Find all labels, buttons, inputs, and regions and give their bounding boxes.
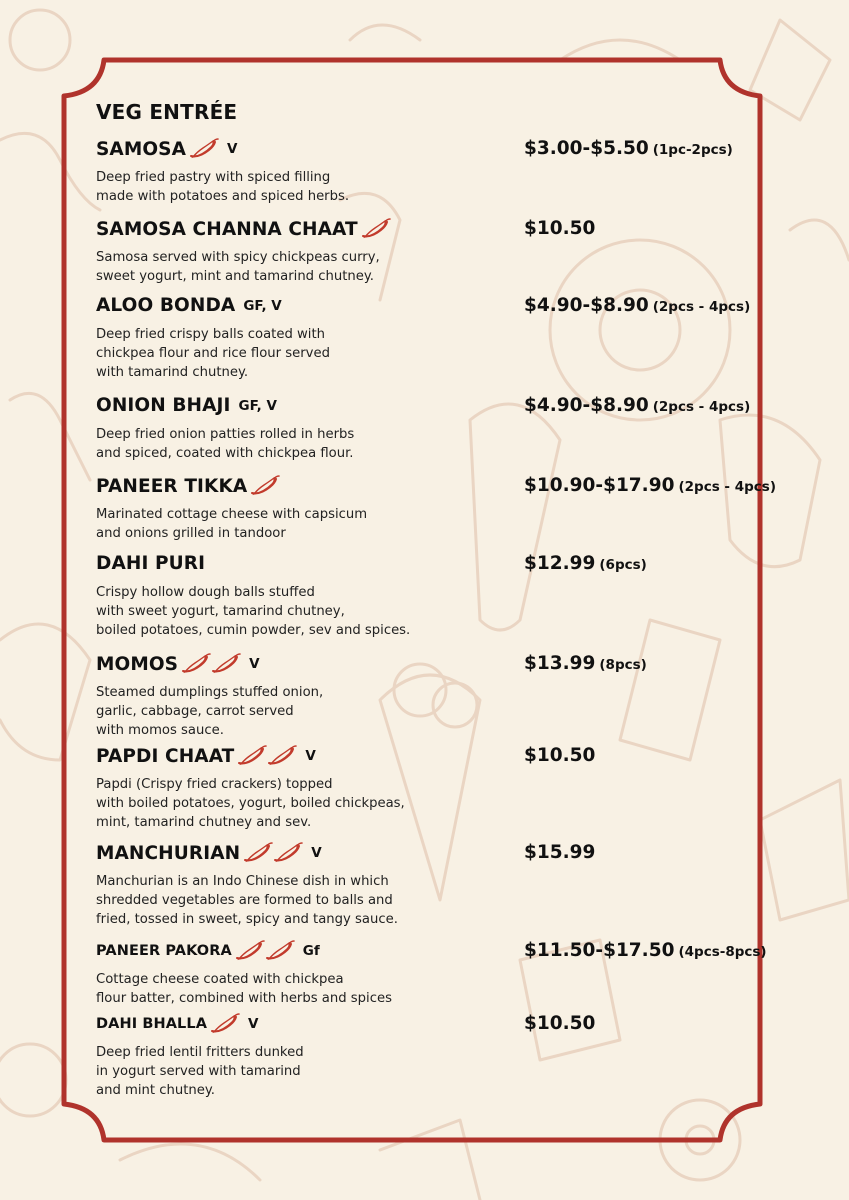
menu-item-name: MOMOS [96,653,179,675]
menu-item-price: $13.99 [524,653,596,674]
chili-icon [210,1013,240,1035]
menu-item-price: $4.90-$8.90 [524,395,649,416]
menu-item-name: MANCHURIAN [96,842,241,864]
menu-item-price-row [524,218,595,239]
menu-item-quantity: (8pcs) [599,657,647,673]
menu-item-name: ALOO BONDA [96,295,236,316]
dietary-tag: V [305,748,316,764]
menu-item-name-row [96,395,277,416]
menu-item-price-row [524,745,595,766]
dietary-tag: GF, V [238,397,277,414]
chili-icon [235,940,265,962]
chili-icon [211,653,241,675]
menu-item-price: $3.00-$5.50 [524,138,649,159]
chili-icon [250,475,280,497]
spice-level [189,138,219,160]
menu-item-price: $10.50 [524,745,596,766]
menu-item-price-row [524,653,647,674]
chili-icon [273,842,303,864]
menu-item-price: $12.99 [524,553,596,574]
menu-item-description: Deep fried pastry with spiced filling made with potatoes and spiced herbs. [96,170,350,204]
dietary-tag: Gf [302,943,320,959]
menu-item-name-row [96,653,260,675]
menu-item-price-row [524,395,750,416]
menu-item-description: Steamed dumplings stuffed onion, garlic, cabbage, carrot served with momos sauce. [96,685,324,738]
menu-item-price-row [524,842,595,863]
dietary-tag: V [249,656,260,672]
menu-item-price-row [524,295,750,316]
menu-item-name: DAHI BHALLA [96,1016,208,1032]
menu-item-quantity: (2pcs - 4pcs) [652,299,751,315]
menu-item-price-row [524,553,647,574]
menu-item-price: $4.90-$8.90 [524,295,649,316]
spice-level [235,940,295,962]
chili-icon [361,218,391,240]
menu-item-description: Cottage cheese coated with chickpea flour batter, combined with herbs and spices [96,972,392,1006]
menu-item-name-row [96,475,280,497]
menu-item-name-row [96,940,320,962]
menu-item-price-row [524,475,776,496]
menu-item-name-row [96,295,282,316]
chili-icon [181,653,211,675]
chili-icon [267,745,297,767]
chili-icon [265,940,295,962]
menu-item-price: $10.90-$17.90 [524,475,675,496]
menu-item-description: Papdi (Crispy fried crackers) topped with boiled potatoes, yogurt, boiled chickpeas, mint, tamarind chutney and sev. [96,777,405,830]
chili-icon [189,138,219,160]
menu-item-price-row [524,940,767,961]
menu-item-description: Crispy hollow dough balls stuffed with sweet yogurt, tamarind chutney, boiled potatoes, cumin powder, sev and spices. [96,585,411,638]
spice-level [243,842,303,864]
menu-item-name-row [96,745,316,767]
dietary-tag: V [227,141,238,157]
spice-level [361,218,391,240]
menu-item-description: Manchurian is an Indo Chinese dish in which shredded vegetables are formed to balls and fried, tossed in sweet, spicy and tangy sauce. [96,874,398,927]
menu-item-description: Deep fried onion patties rolled in herbs and spiced, coated with chickpea flour. [96,427,355,461]
menu-item-quantity: (1pc-2pcs) [652,142,733,158]
menu-item-name: ONION BHAJI [96,395,231,416]
dietary-tag: GF, V [243,297,282,314]
menu-item-price: $10.50 [524,1013,596,1034]
spice-level [250,475,280,497]
menu-item-quantity: (6pcs) [599,557,647,573]
spice-level [237,745,297,767]
menu-item-name-row [96,138,237,160]
menu-item-quantity: (2pcs - 4pcs) [652,399,751,415]
menu-item-price: $11.50-$17.50 [524,940,675,961]
menu-item-price: $15.99 [524,842,596,863]
menu-item-description: Deep fried lentil fritters dunked in yogurt served with tamarind and mint chutney. [96,1045,304,1098]
spice-level [210,1013,240,1035]
menu-item-price-row [524,1013,595,1034]
menu-item-quantity: (2pcs - 4pcs) [678,479,777,495]
menu-item-name-row [96,218,391,240]
menu-item-price-row [524,138,733,159]
dietary-tag: V [248,1016,259,1032]
menu-item-name-row [96,842,322,864]
spice-level [181,653,241,675]
menu-item-name: SAMOSA [96,138,187,160]
menu-item-name: PANEER PAKORA [96,943,232,959]
menu-item-description: Samosa served with spicy chickpeas curry, sweet yogurt, mint and tamarind chutney. [96,250,380,284]
menu-content [96,100,777,1110]
chili-icon [237,745,267,767]
dietary-tag: V [311,845,322,861]
menu-item-name: PANEER TIKKA [96,475,248,497]
menu-item-name-row [96,553,205,574]
menu-item-name: DAHI PURI [96,553,206,574]
menu-item-quantity: (4pcs-8pcs) [678,944,767,960]
menu-item-name: SAMOSA CHANNA CHAAT [96,218,358,240]
section-title: VEG ENTRÉE [96,100,238,124]
menu-item-description: Deep fried crispy balls coated with chickpea flour and rice flour served with tamarind chutney. [96,327,330,380]
menu-item-name: PAPDI CHAAT [96,745,235,767]
menu-item-description: Marinated cottage cheese with capsicum and onions grilled in tandoor [96,507,368,541]
menu-item-price: $10.50 [524,218,596,239]
chili-icon [243,842,273,864]
menu-item-name-row [96,1013,259,1035]
